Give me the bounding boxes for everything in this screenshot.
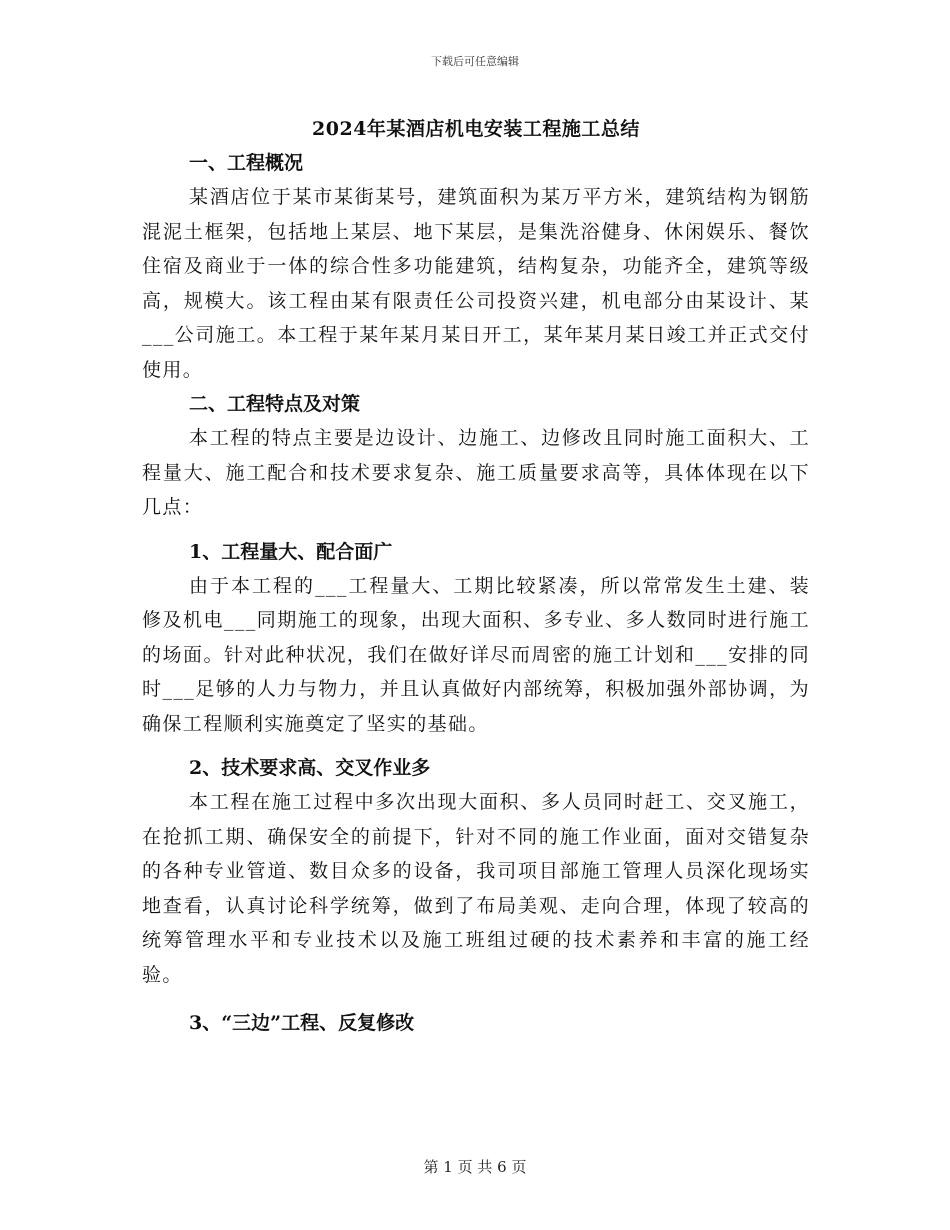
subheading-point-1: 1、工程量大、配合面广 <box>189 540 393 563</box>
document-body <box>142 112 810 1040</box>
section-heading-features: 二、工程特点及对策 <box>189 393 361 415</box>
section-heading-overview: 一、工程概况 <box>189 152 304 174</box>
paragraph-features: 本工程的特点主要是边设计、边施工、边修改且同时施工面积大、工程量大、施工配合和技术要求复杂、施工质量要求高等，具体体现在以下几点： <box>142 427 810 518</box>
subheading-point-2: 2、技术要求高、交叉作业多 <box>189 757 431 779</box>
page-header-note: 下载后可任意编辑 <box>431 55 519 68</box>
subheading-point-3: 3、“三边”工程、反复修改 <box>189 1012 415 1034</box>
page-number: 第 1 页 共 6 页 <box>423 1158 527 1176</box>
paragraph-point-2: 本工程在施工过程中多次出现大面积、多人员同时赶工、交叉施工，在抢抓工期、确保安全的前提下，针对不同的施工作业面，面对交错复杂的各种专业管道、数目众多的设备，我司项目部施工管理人员深化现场实地查看，认真讨论科学统筹，做到了布局美观、走向合理，体现了较高的统筹管理水平和专业技术以及施工班组过硬的技术素养和丰富的施工经验。 <box>142 791 810 986</box>
document-title: 2024年某酒店机电安装工程施工总结 <box>312 118 640 140</box>
paragraph-overview: 某酒店位于某市某街某号，建筑面积为某万平方米，建筑结构为钢筋混泥土框架，包括地上某层、地下某层，是集洗浴健身、休闲娱乐、餐饮住宿及商业于一体的综合性多功能建筑，结构复杂，功能齐全，建筑等级高，规模大。该工程由某有限责任公司投资兴建，机电部分由某设计、某___公司施工。本工程于某年某月某日开工，某年某月某日竣工并正式交付使用。 <box>142 186 810 381</box>
paragraph-point-1: 由于本工程的___工程量大、工期比较紧凑，所以常常发生土建、装修及机电___同期施工的现象，出现大面积、多专业、多人数同时进行施工的场面。针对此种状况，我们在做好详尽而周密的施工计划和___安排的同时___足够的人力与物力，并且认真做好内部统筹，积极加强外部协调，为确保工程顺利实施奠定了坚实的基础。 <box>142 574 810 735</box>
